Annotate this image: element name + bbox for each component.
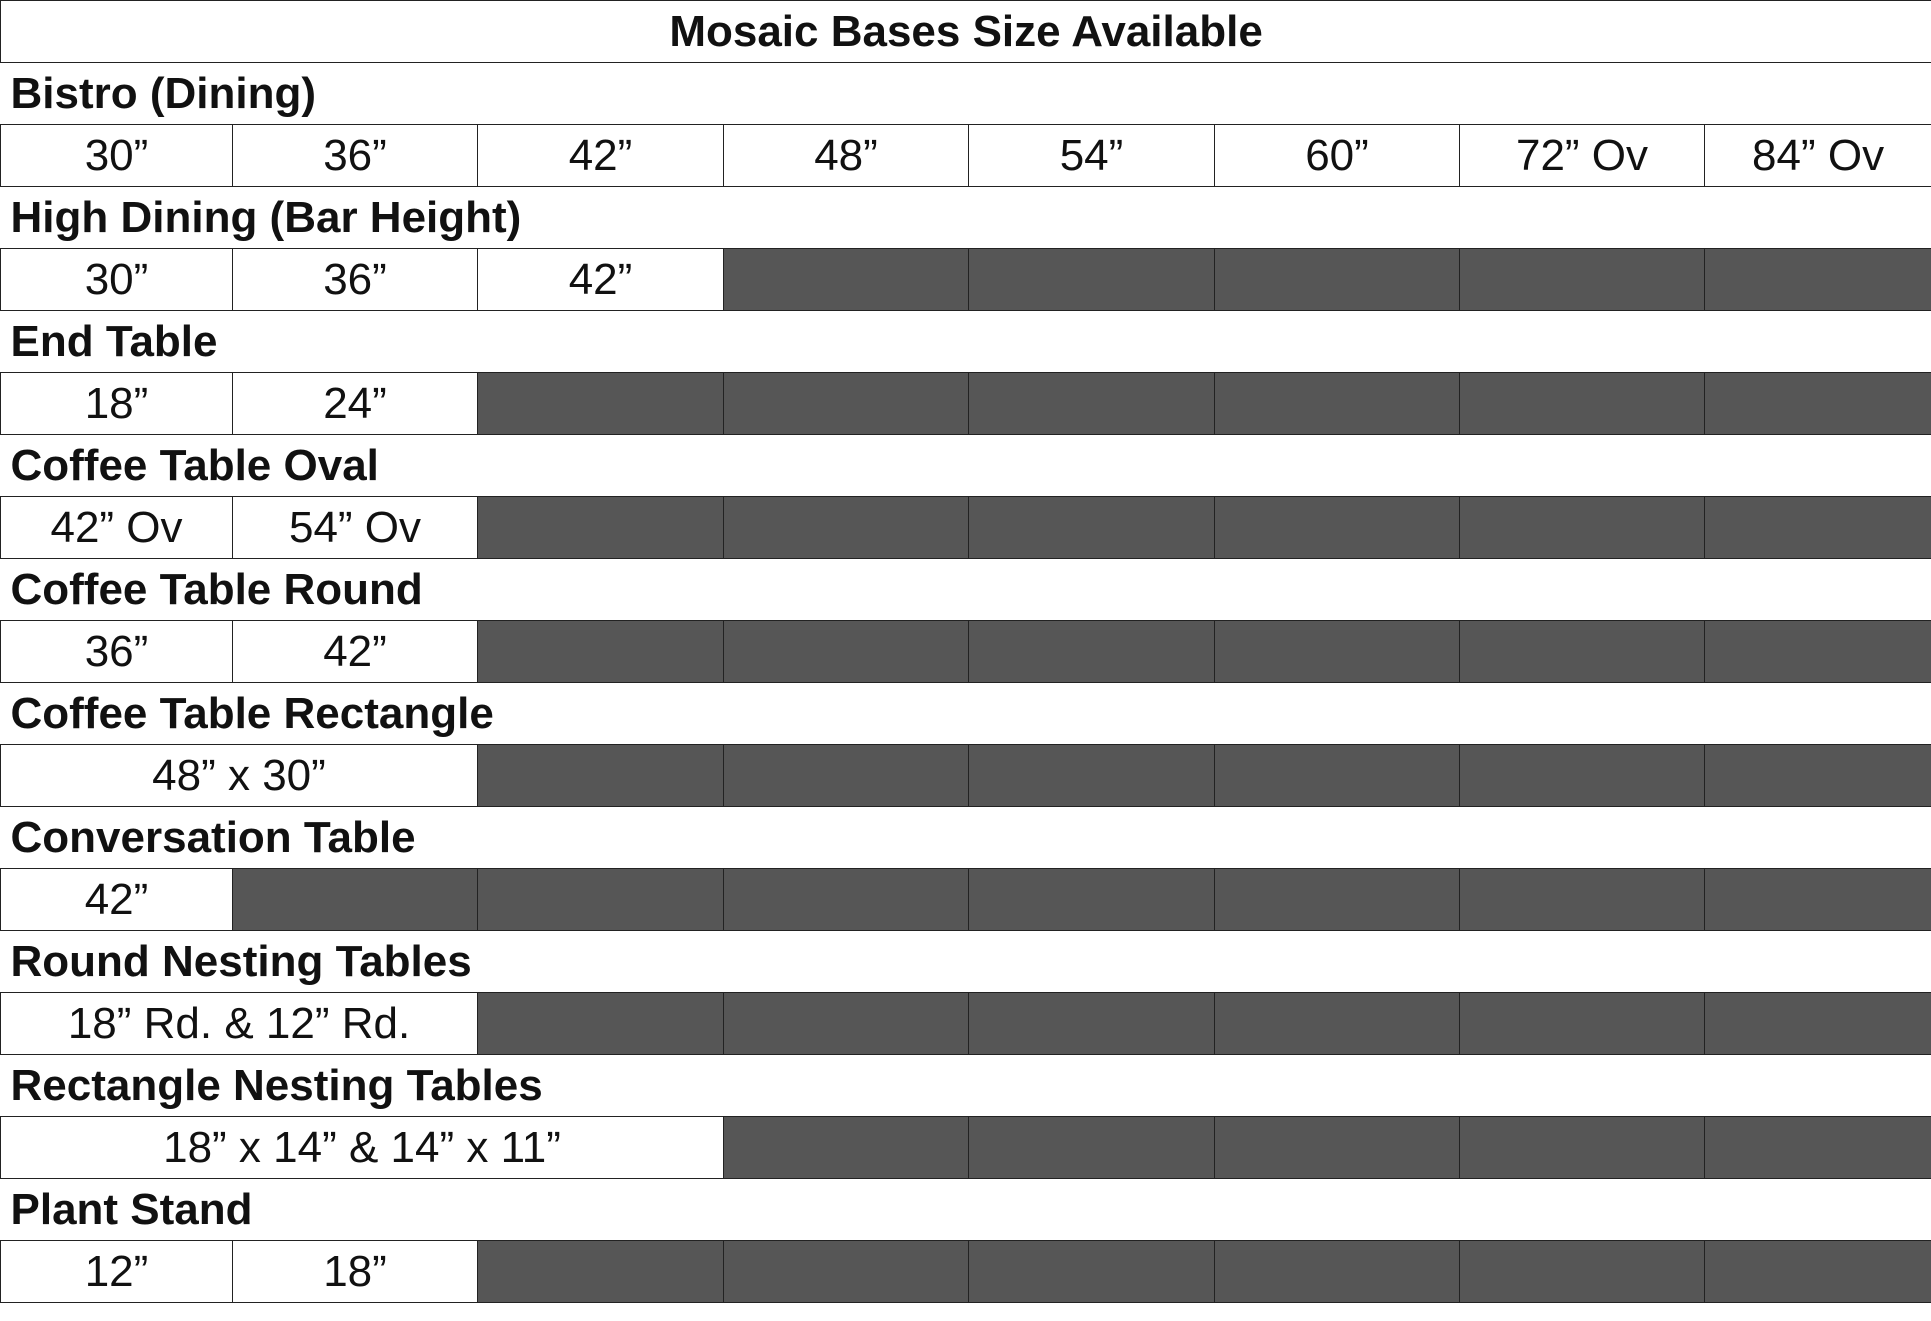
unavailable-cell <box>724 497 969 559</box>
unavailable-cell <box>1460 373 1705 435</box>
category-name: End Table <box>1 311 1931 373</box>
category-name: Coffee Table Oval <box>1 435 1931 497</box>
category-header-row <box>1 807 1931 869</box>
size-row <box>1 497 1931 559</box>
size-cell: 24” <box>233 373 478 435</box>
unavailable-cell <box>478 993 724 1055</box>
unavailable-cell <box>969 249 1215 311</box>
unavailable-cell <box>724 1117 969 1179</box>
size-row <box>1 373 1931 435</box>
category-header-row <box>1 435 1931 497</box>
size-cell: 54” <box>969 125 1215 187</box>
unavailable-cell <box>478 497 724 559</box>
unavailable-cell <box>724 249 969 311</box>
unavailable-cell <box>1460 1241 1705 1303</box>
unavailable-cell <box>1705 373 1931 435</box>
size-cell: 42” <box>1 869 233 931</box>
unavailable-cell <box>1215 869 1460 931</box>
unavailable-cell <box>969 373 1215 435</box>
unavailable-cell <box>724 1241 969 1303</box>
size-cell: 18” <box>1 373 233 435</box>
size-cell: 18” <box>233 1241 478 1303</box>
unavailable-cell <box>1215 249 1460 311</box>
unavailable-cell <box>1460 993 1705 1055</box>
unavailable-cell <box>1215 993 1460 1055</box>
category-header-row <box>1 311 1931 373</box>
unavailable-cell <box>969 745 1215 807</box>
category-name: Conversation Table <box>1 807 1931 869</box>
unavailable-cell <box>1705 1241 1931 1303</box>
unavailable-cell <box>478 745 724 807</box>
unavailable-cell <box>1215 621 1460 683</box>
unavailable-cell <box>1705 1117 1931 1179</box>
unavailable-cell <box>478 373 724 435</box>
unavailable-cell <box>1705 993 1931 1055</box>
category-header-row <box>1 1179 1931 1241</box>
size-cell: 36” <box>233 125 478 187</box>
size-cell: 36” <box>233 249 478 311</box>
size-cell: 30” <box>1 125 233 187</box>
unavailable-cell <box>724 869 969 931</box>
unavailable-cell <box>1460 497 1705 559</box>
unavailable-cell <box>969 1241 1215 1303</box>
unavailable-cell <box>1705 249 1931 311</box>
category-name: Round Nesting Tables <box>1 931 1931 993</box>
unavailable-cell <box>724 993 969 1055</box>
category-header-row <box>1 559 1931 621</box>
category-name: Plant Stand <box>1 1179 1931 1241</box>
category-header-row <box>1 1055 1931 1117</box>
unavailable-cell <box>478 621 724 683</box>
category-name: Coffee Table Rectangle <box>1 683 1931 745</box>
unavailable-cell <box>1460 745 1705 807</box>
unavailable-cell <box>1705 621 1931 683</box>
size-row <box>1 745 1931 807</box>
unavailable-cell <box>969 497 1215 559</box>
unavailable-cell <box>1460 621 1705 683</box>
size-cell: 48” <box>724 125 969 187</box>
category-header-row <box>1 931 1931 993</box>
size-cell: 36” <box>1 621 233 683</box>
size-cell: 12” <box>1 1241 233 1303</box>
unavailable-cell <box>1705 869 1931 931</box>
unavailable-cell <box>478 869 724 931</box>
size-cell: 84” Ov <box>1705 125 1931 187</box>
size-row <box>1 621 1931 683</box>
size-cell: 42” <box>478 125 724 187</box>
category-name: High Dining (Bar Height) <box>1 187 1931 249</box>
size-row <box>1 125 1931 187</box>
size-cell: 42” Ov <box>1 497 233 559</box>
unavailable-cell <box>724 745 969 807</box>
size-cell: 30” <box>1 249 233 311</box>
category-header-row <box>1 187 1931 249</box>
size-row <box>1 993 1931 1055</box>
unavailable-cell <box>724 621 969 683</box>
size-row <box>1 1241 1931 1303</box>
category-header-row <box>1 683 1931 745</box>
unavailable-cell <box>969 993 1215 1055</box>
size-cell: 48” x 30” <box>1 745 478 807</box>
unavailable-cell <box>969 1117 1215 1179</box>
unavailable-cell <box>1460 1117 1705 1179</box>
unavailable-cell <box>969 621 1215 683</box>
category-name: Bistro (Dining) <box>1 63 1931 125</box>
size-cell: 18” Rd. & 12” Rd. <box>1 993 478 1055</box>
size-cell: 18” x 14” & 14” x 11” <box>1 1117 724 1179</box>
category-header-row <box>1 63 1931 125</box>
size-cell: 42” <box>478 249 724 311</box>
unavailable-cell <box>478 1241 724 1303</box>
unavailable-cell <box>1705 497 1931 559</box>
size-row <box>1 869 1931 931</box>
unavailable-cell <box>1705 745 1931 807</box>
category-name: Coffee Table Round <box>1 559 1931 621</box>
unavailable-cell <box>1215 745 1460 807</box>
category-name: Rectangle Nesting Tables <box>1 1055 1931 1117</box>
unavailable-cell <box>1460 869 1705 931</box>
unavailable-cell <box>969 869 1215 931</box>
unavailable-cell <box>724 373 969 435</box>
table-title: Mosaic Bases Size Available <box>1 1 1931 63</box>
size-cell: 60” <box>1215 125 1460 187</box>
unavailable-cell <box>1215 373 1460 435</box>
unavailable-cell <box>1215 1117 1460 1179</box>
size-cell: 54” Ov <box>233 497 478 559</box>
size-cell: 42” <box>233 621 478 683</box>
unavailable-cell <box>1215 497 1460 559</box>
title-row <box>1 1 1931 63</box>
size-cell: 72” Ov <box>1460 125 1705 187</box>
unavailable-cell <box>1215 1241 1460 1303</box>
unavailable-cell <box>1460 249 1705 311</box>
unavailable-cell <box>233 869 478 931</box>
size-row <box>1 249 1931 311</box>
size-row <box>1 1117 1931 1179</box>
